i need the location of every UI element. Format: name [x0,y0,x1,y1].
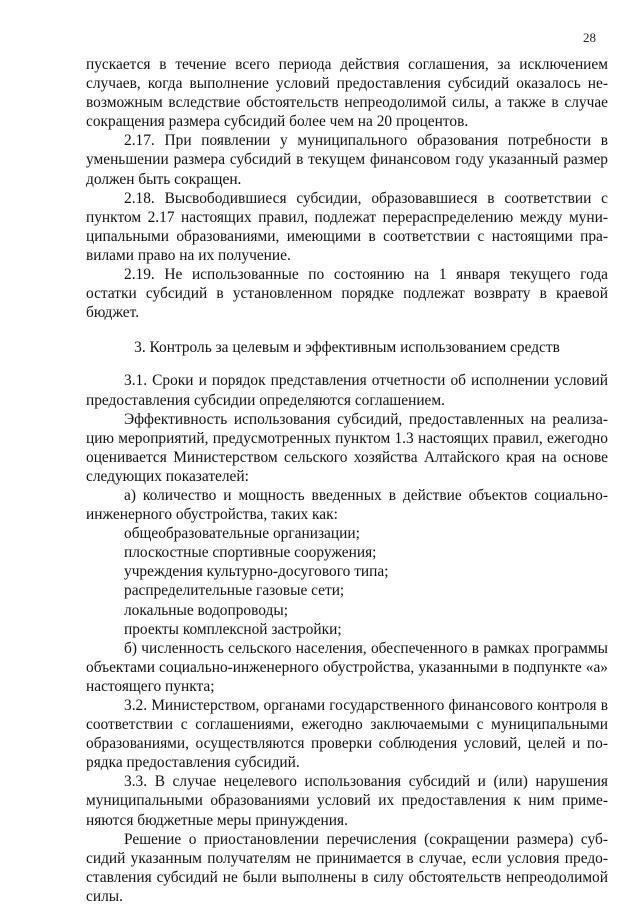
paragraph-3-1: 3.1. Сроки и порядок представления отчетности об исполнении условий предоставления субсидии определяются соглашением. [86,372,608,409]
document-body [86,55,608,906]
paragraph-decision: Решение о приостановлении перечисления (сокращении размера) субсидий указанным получателям не принимается в случае, если условия предоставления субсидий не были выполнены в силу обстоятельств непреодолимой силы. [86,830,608,905]
paragraph-2-17: 2.17. При появлении у муниципального образования потребности в уменьшении размера субсидий в текущем финансовом году указанный размер должен быть сокращен. [86,132,608,188]
paragraph-indicator-b: б) численность сельского населения, обеспеченного в рамках программы объектами социально-инженерного обустройства, указанными в подпункте «а» настоящего пункта; [86,639,608,695]
paragraph-continuation: пускается в течение всего периода действия соглашения, за исключением случаев, когда выполнение условий предоставления субсидий оказалось невозможным вследствие обстоятельств непреодолимой силы, а также в случае сокращения размера субсидий более чем на 20 процентов. [86,56,608,131]
paragraph-2-18: 2.18. Высвободившиеся субсидии, образовавшиеся в соответствии с пунктом 2.17 настоящих правил, подлежат перераспределению между муниципальными образованиями, имеющими в соответствии с настоящими правилами право на их получение. [86,189,608,264]
paragraph-3-2: 3.2. Министерством, органами государственного финансового контроля в соответствии с соглашениями, ежегодно заключаемыми с муниципальными образованиями, осуществляются проверки соблюдения условий, целей и порядка предоставления субсидий. [86,697,608,772]
list-item: локальные водопроводы; [124,601,288,619]
list-item: распределительные газовые сети; [124,582,345,600]
paragraph-2-19: 2.19. Не использованные по состоянию на 1 января текущего года остатки субсидий в установленном порядке подлежат возврату в краевой бюджет. [86,266,608,322]
paragraph-indicator-a: а) количество и мощность введенных в действие объектов социально-инженерного обустройства, таких как: [86,486,608,524]
list-item: плоскостные спортивные сооружения; [124,544,377,562]
list-item: общеобразовательные организации; [124,525,360,543]
page-number: 28 [583,30,596,45]
paragraph-efficiency: Эффективность использования субсидий, предоставленных на реализацию мероприятий, предусмотренных пунктом 1.3 настоящих правил, ежегодно оценивается Министерством сельского хозяйства Алтайского края на основе следующих показателей: [86,410,608,485]
list-item: учреждения культурно-досугового типа; [124,563,389,581]
paragraph-3-3: 3.3. В случае нецелевого использования субсидий и (или) нарушения муниципальными образованиями условий их предоставления к ним применяются бюджетные меры принуждения. [86,773,608,829]
section-heading: 3. Контроль за целевым и эффективным использованием средств [134,339,560,357]
list-item: проекты комплексной застройки; [124,620,342,638]
